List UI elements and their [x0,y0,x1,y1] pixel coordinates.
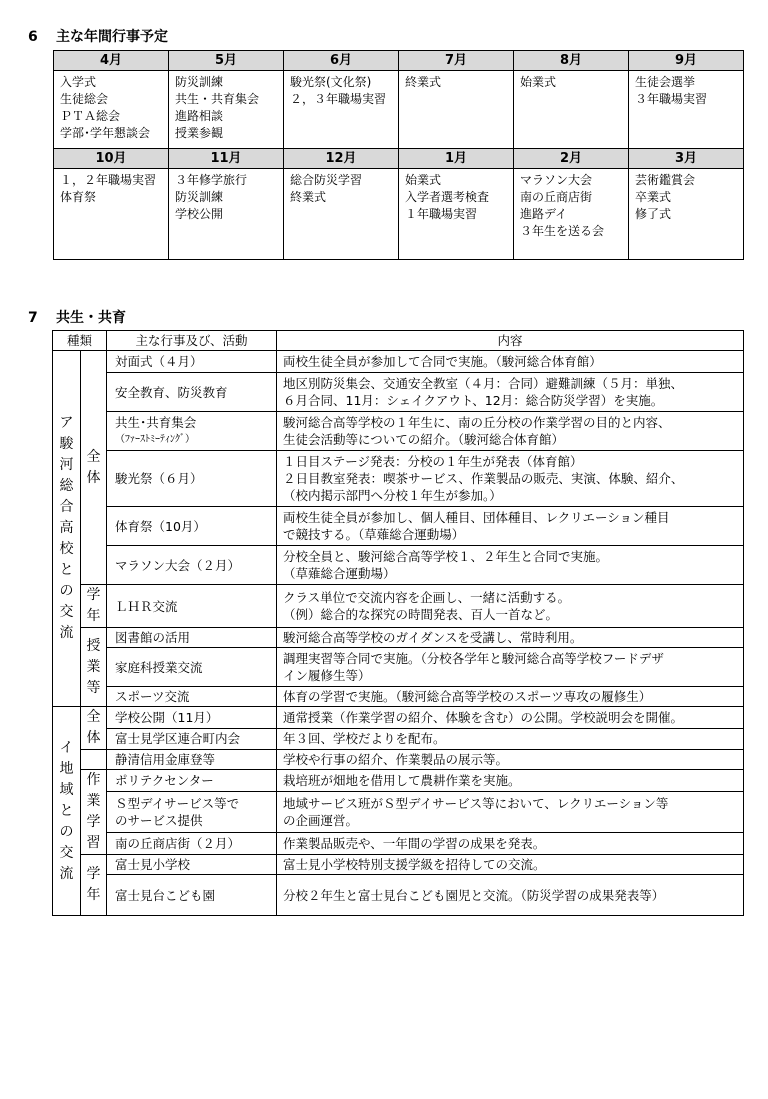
event-item: 体育祭 [60,190,97,204]
activity-text: 安全教育、防災教育 [115,384,228,400]
section-6-title [28,26,168,46]
activity-text: ＬＨＲ交流 [115,598,178,614]
activity-cell [107,791,277,833]
sub-all-label: 全体 [86,709,101,746]
activity-cell [107,373,277,412]
table-row [53,507,744,546]
event-item: 生徒総会 [60,92,109,106]
activity-cell [107,728,277,750]
activity-text: 対面式（４月） [115,354,203,369]
group-i-sub-grade-cell [81,855,107,916]
activity-text: 南の丘商店街（２月） [115,836,241,852]
activity-text: ポリテクセンター [115,772,214,788]
month-events [629,71,744,149]
activity-cell [107,770,277,792]
activity-text: 家庭科授業交流 [115,659,203,675]
month-header: 6月 [284,51,399,71]
kyosei-table [52,330,744,916]
month-header: 11月 [169,149,284,169]
content-cell [277,791,744,833]
annual-schedule-table [53,50,744,260]
sub-work-label: 作業学習 [86,772,101,851]
table-row [53,728,744,750]
month-header: 4月 [54,51,169,71]
section-7-number: 7 [28,310,38,326]
month-header: 1月 [399,149,514,169]
content-text: （草薙総合運動場） [283,566,396,581]
activity-text: 静清信用金庫登等 [115,752,216,767]
content-text: の企画運営。 [283,812,359,828]
event-item: ３年生を送る会 [520,224,605,238]
event-item: 芸術鑑賞会 [635,173,696,187]
event-item: 終業式 [290,190,327,204]
event-item: 生徒会選挙 [635,75,696,89]
group-i-sub-work-cell [81,770,107,855]
content-cell [277,451,744,507]
content-cell [277,585,744,628]
activity-cell [107,585,277,628]
section-6-number: 6 [28,29,38,45]
content-cell [277,373,744,412]
month-events [54,169,169,260]
group-i-sub-all-cell [81,707,107,750]
month-events [284,71,399,149]
month-header-row-2 [54,149,744,169]
content-text: 地区別防災集会、交通安全教室（４月：合同）避難訓練（５月：単独、 [283,376,684,391]
table-row [53,585,744,628]
month-header: 8月 [514,51,629,71]
month-events [514,169,629,260]
group-a-sub-all-cell [81,351,107,585]
section-7-title [28,307,126,327]
content-text: 富士見小学校特別支援学級を招待しての交流。 [283,857,546,872]
content-text: 駿河総合高等学校のガイダンスを受講し、常時利用。 [283,630,583,645]
events-row-2 [54,169,744,260]
event-item: 入学式 [60,75,97,89]
header-content: 内容 [277,331,744,351]
activity-text: 駿光祭（６月） [115,471,203,486]
activity-text: 体育祭（10月） [115,518,206,534]
content-cell [277,855,744,875]
table-row [53,451,744,507]
content-cell [277,728,744,750]
event-item: １，２年職場実習 [60,173,157,187]
content-text: イン履修生等） [283,668,371,683]
sub-all-label: 全体 [86,448,101,486]
event-item: 駿光祭(文化祭) [290,75,372,89]
content-text: 地域サービス班がＳ型デイサービス等において、レクリエーション等 [283,795,669,811]
event-item: 南の丘商店街 [520,190,593,204]
content-text: ２日目教室発表：喫茶サービス、作業製品の販売、実演、体験、紹介、 [283,471,684,486]
content-text: で競技する。（草薙総合運動場） [283,527,465,542]
month-events [514,71,629,149]
event-item: 卒業式 [635,190,672,204]
section-6-heading: 主な年間行事予定 [56,29,168,45]
month-events [399,169,514,260]
header-activity: 主な行事及び、活動 [107,331,277,351]
event-item: 学校公開 [175,207,224,221]
activity-text: スポーツ交流 [115,689,190,704]
activity-cell [107,451,277,507]
activity-text: のサービス提供 [115,812,203,828]
event-item: 総合防災学習 [290,173,363,187]
content-text: 両校生徒全員が参加して合同で実施。（駿河総合体育館） [283,354,602,369]
table-row [53,833,744,855]
content-text: 調理実習等合同で実施。（分校各学年と駿河総合高等学校フードデザ [283,651,664,666]
content-cell [277,628,744,648]
month-header: 10月 [54,149,169,169]
content-cell [277,875,744,916]
content-cell [277,750,744,770]
event-item: ２，３年職場実習 [290,92,387,106]
month-events [169,169,284,260]
table-row [53,855,744,875]
table-row [53,875,744,916]
month-header-row-1 [54,51,744,71]
content-text: （例）総合的な探究の時間発表、百人一首など。 [283,607,559,622]
activity-cell [107,687,277,707]
event-item: 共生・共育集会 [175,92,260,106]
table-header-row [53,331,744,351]
event-item: 防災訓練 [175,75,224,89]
table-row [53,351,744,373]
activity-subtext: （ﾌｧｰｽﾄﾐｰﾃｨﾝｸﾞ） [115,434,196,445]
content-cell [277,648,744,687]
month-header: 5月 [169,51,284,71]
content-text: １日目ステージ発表：分校の１年生が発表（体育館） [283,454,583,469]
month-events [399,71,514,149]
table-row [53,770,744,792]
content-text: 分校全員と、駿河総合高等学校１、２年生と合同で実施。 [283,549,609,564]
activity-text: Ｓ型デイサービス等で [115,795,240,811]
event-item: マラソン大会 [520,173,593,187]
content-cell [277,687,744,707]
content-text: 学校や行事の紹介、作業製品の展示等。 [283,752,509,767]
event-item: 始業式 [405,173,442,187]
event-item: 授業参観 [175,126,224,140]
table-row [53,648,744,687]
content-cell [277,770,744,792]
header-kind: 種類 [53,331,107,351]
content-text: 分校２年生と富士見台こども園児と交流。（防災学習の成果発表等） [283,887,665,903]
content-text: ６月合同、11月：シェイクアウト、12月：総合防災学習）を実施。 [283,393,664,408]
sub-class-label: 授業等 [86,637,101,696]
event-item: ＰＴＡ総会 [60,109,121,123]
activity-cell [107,648,277,687]
table-row [53,373,744,412]
month-header: 3月 [629,149,744,169]
table-row [53,687,744,707]
event-item: 終業式 [405,75,442,89]
event-item: 進路相談 [175,109,224,123]
event-item: ３年職場実習 [635,92,708,106]
content-text: （校内掲示部門へ分校１年生が参加。） [283,488,502,503]
month-events [284,169,399,260]
month-header: 2月 [514,149,629,169]
table-row [53,750,744,770]
content-text: 年３回、学校だよりを配布。 [283,731,446,747]
content-cell [277,351,744,373]
activity-cell [107,875,277,916]
content-cell [277,412,744,451]
activity-cell [107,546,277,585]
group-a-sub-grade-cell [81,585,107,628]
content-cell [277,507,744,546]
section-7-heading: 共生・共育 [56,310,126,326]
activity-cell [107,507,277,546]
month-events [169,71,284,149]
content-text: 駿河総合高等学校の１年生に、南の丘分校の作業学習の目的と内容、 [283,415,671,430]
sub-grade-label: 学年 [86,587,101,624]
group-a-label: ア駿河総合高校との交流 [59,415,74,641]
activity-text: マラソン大会（２月） [115,557,241,573]
content-text: クラス単位で交流内容を企画し、一緒に活動する。 [283,590,571,605]
group-a-label-cell [53,351,81,707]
event-item: 入学者選考検査 [405,190,490,204]
event-item: 防災訓練 [175,190,224,204]
content-cell [277,833,744,855]
table-row [53,412,744,451]
event-item: １年職場実習 [405,207,478,221]
group-i-label: イ地域との交流 [59,739,74,882]
events-row-1 [54,71,744,149]
month-events [54,71,169,149]
group-a-sub-class-cell [81,628,107,707]
month-header: 7月 [399,51,514,71]
activity-cell [107,833,277,855]
activity-cell [107,351,277,373]
group-i-sub-blank-cell [81,750,107,770]
activity-cell [107,412,277,451]
activity-text: 富士見小学校 [115,857,191,872]
content-cell [277,546,744,585]
event-item: 進路デイ [520,207,568,221]
month-header: 9月 [629,51,744,71]
content-cell [277,707,744,729]
event-item: ３年修学旅行 [175,173,248,187]
group-i-label-cell [53,707,81,916]
activity-text: 富士見台こども園 [115,887,216,903]
table-row [53,707,744,729]
activity-text: 共生･共育集会 [115,415,197,430]
activity-text: 富士見学区連合町内会 [115,731,241,747]
content-text: 生徒会活動等についての紹介。（駿河総合体育館） [283,432,565,447]
table-row [53,546,744,585]
month-header: 12月 [284,149,399,169]
event-item: 始業式 [520,75,557,89]
sub-grade-label: 学年 [86,866,101,903]
activity-cell [107,707,277,729]
content-text: 作業製品販売や、一年間の学習の成果を発表。 [283,836,546,852]
content-text: 通常授業（作業学習の紹介、体験を含む）の公開。学校説明会を開催。 [283,709,684,725]
table-row [53,791,744,833]
activity-cell [107,628,277,648]
activity-text: 学校公開（11月） [115,709,219,725]
activity-cell [107,855,277,875]
content-text: 両校生徒全員が参加し、個人種目、団体種目、レクリエーション種目 [283,510,670,525]
activity-text: 図書館の活用 [115,630,191,645]
event-item: 修了式 [635,207,672,221]
event-item: 学部･学年懇談会 [60,126,151,140]
table-row [53,628,744,648]
content-text: 栽培班が畑地を借用して農耕作業を実施。 [283,772,521,788]
month-events [629,169,744,260]
activity-cell [107,750,277,770]
content-text: 体育の学習で実施。（駿河総合高等学校のスポーツ専攻の履修生） [283,689,652,704]
